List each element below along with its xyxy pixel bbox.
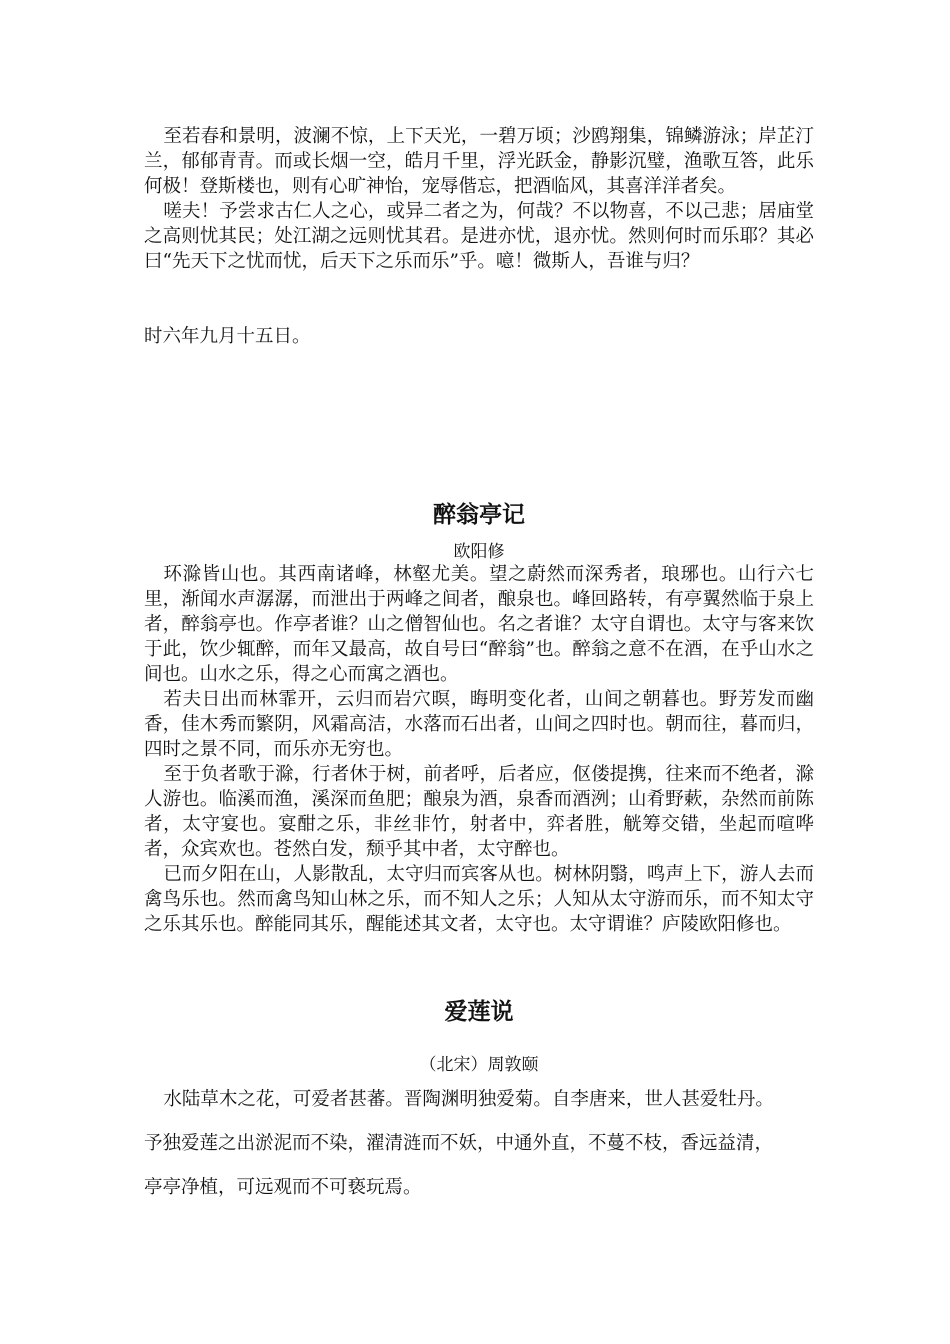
yueyanglou-date-block (144, 324, 814, 349)
ailianshuo-line-1: 水陆草木之花，可爱者甚蕃。晋陶渊明独爱菊。自李唐来，世人甚爱牡丹。 (163, 1089, 774, 1110)
ailianshuo-line-3: 亭亭净植，可远观而不可亵玩焉。 (144, 1177, 422, 1198)
yueyanglou-paragraph-1: 至若春和景明，波澜不惊，上下天光，一碧万顷；沙鸥翔集，锦鳞游泳；岸芷汀兰，郁郁青青。而或长烟一空，皓月千里，浮光跃金，静影沉璧，渔歌互答，此乐何极！登斯楼也，则有心旷神怡，宠辱偕忘，把酒临风，其喜洋洋者矣。 (144, 126, 814, 197)
ailianshuo-author: （北宋）周敦颐 (419, 1055, 539, 1075)
yueyanglou-paragraph-2: 嗟夫！予尝求古仁人之心，或异二者之为，何哉？不以物喜，不以己悲；居庙堂之高则忧其民；处江湖之远则忧其君。是进亦忧，退亦忧。然则何时而乐耶？其必曰“先天下之忧而忧，后天下之乐而乐”乎。噫！微斯人，吾谁与归？ (144, 201, 814, 272)
ailianshuo-title: 爱莲说 (444, 999, 514, 1025)
ailianshuo-section (144, 1078, 814, 1210)
zuiwengting-paragraph-3: 至于负者歌于滁，行者休于树，前者呼，后者应，伛偻提携，往来而不绝者，滁人游也。临溪而渔，溪深而鱼肥；酿泉为酒，泉香而酒洌；山肴野蔌，杂然而前陈者，太守宴也。宴酣之乐，非丝非竹，射者中，弈者胜，觥筹交错，坐起而喧哗者，众宾欢也。苍然白发，颓乎其中者，太守醉也。 (144, 764, 814, 860)
zuiwengting-paragraph-4: 已而夕阳在山，人影散乱，太守归而宾客从也。树林阴翳，鸣声上下，游人去而禽鸟乐也。然而禽鸟知山林之乐，而不知人之乐；人知从太守游而乐，而不知太守之乐其乐也。醉能同其乐，醒能述其文者，太守也。太守谓谁？庐陵欧阳修也。 (144, 864, 814, 935)
zuiwengting-section (144, 562, 814, 937)
zuiwengting-paragraph-2: 若夫日出而林霏开，云归而岩穴暝，晦明变化者，山间之朝暮也。野芳发而幽香，佳木秀而繁阴，风霜高洁，水落而石出者，山间之四时也。朝而往，暮而归，四时之景不同，而乐亦无穷也。 (144, 689, 814, 760)
yueyanglou-date: 时六年九月十五日。 (144, 326, 311, 347)
yueyanglou-section (144, 124, 814, 274)
zuiwengting-title: 醉翁亭记 (433, 502, 525, 528)
zuiwengting-paragraph-1: 环滁皆山也。其西南诸峰，林壑尤美。望之蔚然而深秀者，琅琊也。山行六七里，渐闻水声潺潺，而泄出于两峰之间者，酿泉也。峰回路转，有亭翼然临于泉上者，醉翁亭也。作亭者谁？山之僧智仙也。名之者谁？太守自谓也。太守与客来饮于此，饮少辄醉，而年又最高，故自号曰“醉翁”也。醉翁之意不在酒，在乎山水之间也。山水之乐，得之心而寓之酒也。 (144, 564, 814, 685)
zuiwengting-author: 欧阳修 (453, 542, 505, 562)
ailianshuo-line-2: 予独爱莲之出淤泥而不染，濯清涟而不妖，中通外直，不蔓不枝，香远益清， (144, 1133, 774, 1154)
